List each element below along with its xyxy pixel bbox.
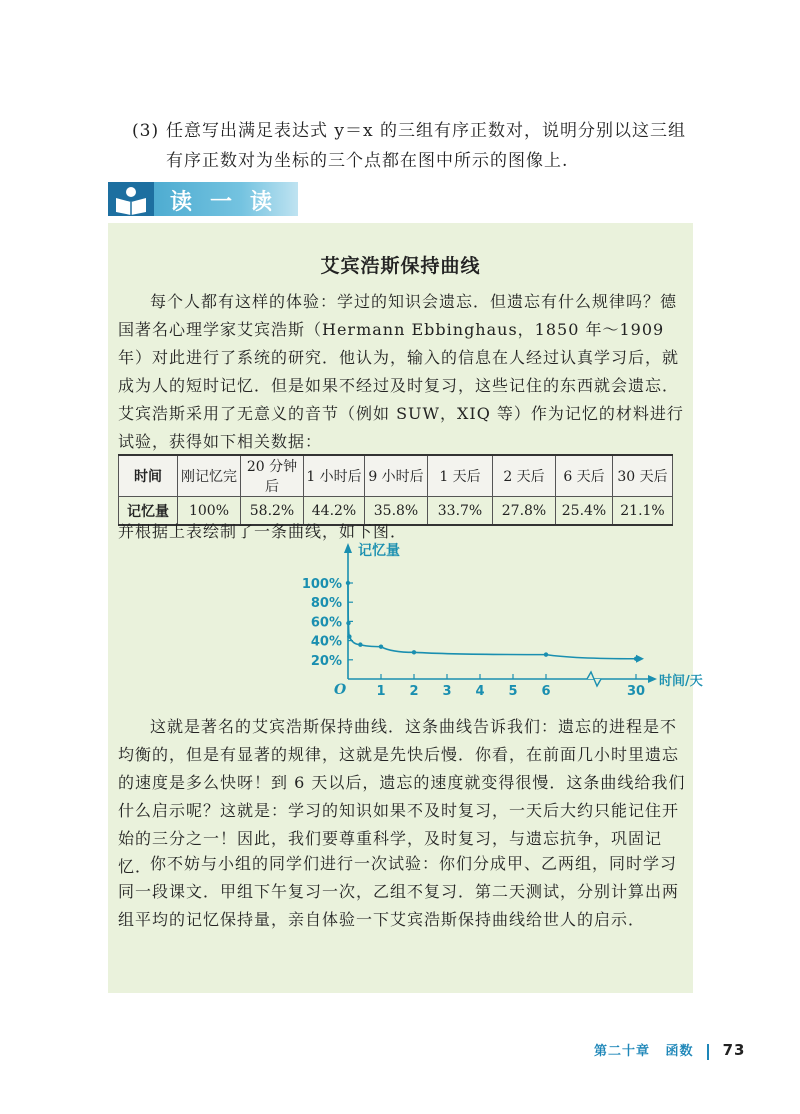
table-cell: 1 小时后	[304, 455, 365, 497]
x-tick-label: 2	[409, 684, 419, 699]
footer-divider	[707, 1044, 709, 1060]
page-number: 73	[722, 1041, 746, 1059]
data-point	[358, 642, 362, 646]
y-tick-label: 100%	[301, 577, 342, 592]
question-number: (3)	[132, 121, 160, 141]
paragraph-1: 每个人都有这样的体验：学过的知识会遗忘．但遗忘有什么规律吗？德国著名心理学家艾宾浩斯（Hermann Ebbinghaus，1850 年～1909 年）对此进行了系统的研究．他认为，输入的信息在人经过认真学习后，就成为人的短时记忆．但是如果不经过及时复习，这些记住的东西就会遗忘．艾宾浩斯采用了无意义的音节（例如 SUW，XIQ 等）作为记忆的材料进行试验，获得如下相关数据：	[118, 292, 684, 451]
footer-chapter: 第二十章	[594, 1044, 651, 1059]
table-header-time: 时间	[119, 455, 178, 497]
x-axis-label: 时间/天	[659, 674, 703, 689]
banner-label: 读一读	[170, 190, 291, 215]
table-cell: 20 分钟后	[241, 455, 304, 497]
origin-label: O	[334, 682, 347, 698]
table-cell: 44.2%	[304, 497, 365, 526]
table-cell: 2 天后	[493, 455, 556, 497]
y-axis-arrow	[344, 543, 352, 553]
y-tick-label: 20%	[310, 653, 342, 669]
data-point	[544, 652, 548, 656]
axis-break-mark	[587, 672, 601, 686]
ebbinghaus-chart	[208, 541, 703, 716]
x-axis-arrow	[648, 675, 657, 683]
data-point	[412, 650, 416, 654]
read-banner	[108, 182, 298, 216]
question-line-2: 有序正数对为坐标的三个点都在图中所示的图像上.	[166, 151, 569, 171]
table-header-amount: 记忆量	[119, 497, 178, 526]
x-tick-label: 6	[541, 684, 551, 699]
question-3	[132, 116, 720, 176]
x-tick-label: 3	[442, 684, 452, 699]
data-point	[346, 581, 350, 585]
memory-table	[118, 454, 673, 526]
x-tick-label: 1	[376, 684, 386, 699]
question-line-1: 任意写出满足表达式 y＝x 的三组有序正数对，说明分别以这三组	[166, 121, 686, 141]
paragraph-4: 你不妨与小组的同学们进行一次试验：你们分成甲、乙两组，同时学习同一段课文．甲组下午复习一次，乙组不复习．第二天测试，分别计算出两组平均的记忆保持量，亲自体验一下艾宾浩斯保持曲线给世人的启示．	[118, 854, 680, 929]
y-axis-label: 记忆量	[358, 543, 400, 559]
data-point	[379, 644, 383, 648]
table-cell: 21.1%	[613, 497, 673, 526]
curve-arrow	[636, 655, 644, 663]
table-cell: 33.7%	[428, 497, 493, 526]
x-tick-label: 30	[626, 684, 646, 699]
table-cell: 9 小时后	[365, 455, 428, 497]
data-point	[346, 621, 350, 625]
y-tick-label: 60%	[310, 615, 342, 631]
data-point	[347, 634, 351, 638]
table-cell: 1 天后	[428, 455, 493, 497]
paragraph-3: 这就是著名的艾宾浩斯保持曲线．这条曲线告诉我们：遗忘的进程是不均衡的，但是有显著的规律，这就是先快后慢．你看，在前面几小时里遗忘的速度是多么快呀！到 6 天以后，遗忘的速度就变得很慢．这条曲线给我们什么启示呢？这就是：学习的知识如果不及时复习，一天后大约只能记住开始的三分之一！因此，我们要尊重科学，及时复习，与遗忘抗争，巩固记忆．	[118, 717, 686, 876]
after-table-text: 并根据上表绘制了一条曲线，如下图．	[118, 522, 408, 541]
retention-curve	[348, 583, 636, 659]
table-cell: 35.8%	[365, 497, 428, 526]
book-reader-icon	[108, 182, 154, 216]
y-tick-label: 80%	[310, 596, 342, 612]
table-cell: 6 天后	[556, 455, 613, 497]
table-cell: 30 天后	[613, 455, 673, 497]
footer-section: 函数	[665, 1044, 694, 1059]
table-cell: 27.8%	[493, 497, 556, 526]
x-tick-label: 4	[475, 684, 485, 699]
page-footer	[594, 1040, 746, 1060]
table-cell: 58.2%	[241, 497, 304, 526]
table-cell: 25.4%	[556, 497, 613, 526]
y-tick-label: 40%	[310, 634, 342, 650]
table-cell: 100%	[178, 497, 241, 526]
article-title: 艾宾浩斯保持曲线	[320, 255, 481, 277]
table-cell: 刚记忆完	[178, 455, 241, 497]
reading-panel	[108, 223, 703, 993]
table-row-time	[119, 455, 673, 497]
x-tick-label: 5	[508, 684, 518, 699]
